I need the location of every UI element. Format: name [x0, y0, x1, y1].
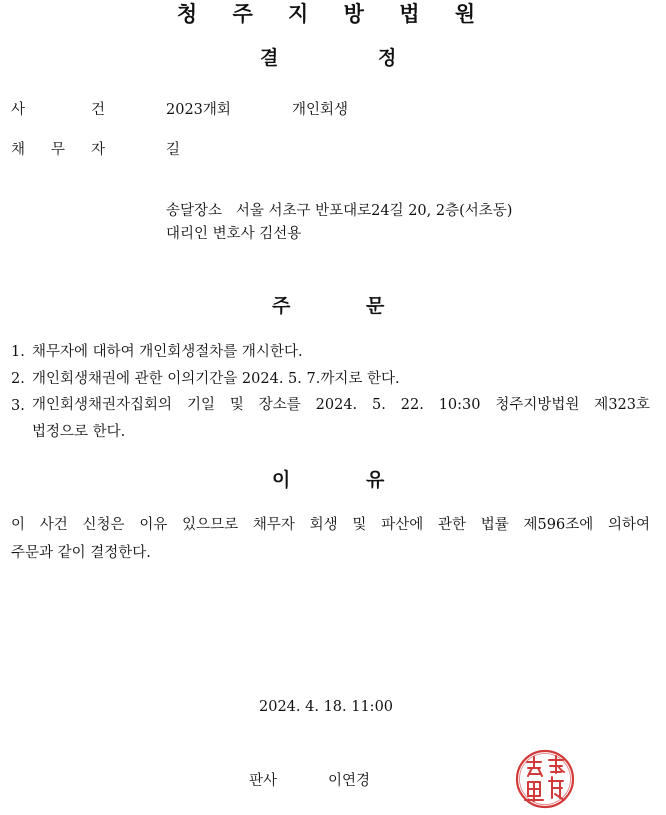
debtor-name: 길 — [166, 142, 181, 158]
debtor-label-char-2: 무 — [51, 142, 66, 158]
order-item-3-text-continued: 법정으로 한다. — [32, 424, 126, 440]
order-item-3-text: 개인회생채권자집회의 기일 및 장소를 2024. 5. 22. 10:30 청주지방법원 제323호 — [32, 397, 650, 413]
doc-type-right: 정 — [378, 47, 397, 69]
reason-heading-right: 유 — [366, 469, 385, 491]
doc-type-left: 결 — [260, 47, 279, 69]
order-item-1-text: 채무자에 대하여 개인회생절차를 개시한다. — [32, 344, 303, 360]
reason-line-2: 주문과 같이 결정한다. — [11, 545, 151, 561]
reason-line-1: 이 사건 신청은 이유 있으므로 채무자 회생 및 파산에 관한 법률 제596조에 의하여 — [11, 517, 650, 533]
case-number: 2023개회 — [166, 102, 231, 118]
court-name: 청 주 지 방 법 원 — [176, 2, 490, 26]
service-agent: 대리인 변호사 김선용 — [166, 226, 302, 242]
debtor-label-char-3: 자 — [91, 142, 106, 158]
judge-name: 이연경 — [328, 773, 371, 789]
order-heading-right: 문 — [366, 295, 385, 317]
case-type: 개인회생 — [292, 102, 349, 118]
service-address: 송달장소 서울 서초구 반포대로24길 20, 2층(서초동) — [166, 203, 513, 219]
debtor-label-char-1: 채 — [11, 142, 26, 158]
order-item-3-number: 3. — [11, 398, 25, 414]
case-label-char-1: 사 — [11, 102, 26, 118]
reason-heading-left: 이 — [272, 469, 291, 491]
judge-title: 판사 — [249, 773, 278, 789]
order-heading-left: 주 — [272, 295, 291, 317]
decision-date: 2024. 4. 18. 11:00 — [259, 699, 394, 715]
red-judge-seal-icon — [514, 748, 576, 810]
order-item-1-number: 1. — [11, 344, 25, 360]
case-label-char-2: 건 — [91, 102, 106, 118]
order-item-2-number: 2. — [11, 371, 25, 387]
order-item-2-text: 개인회생채권에 관한 이의기간을 2024. 5. 7.까지로 한다. — [32, 371, 400, 387]
